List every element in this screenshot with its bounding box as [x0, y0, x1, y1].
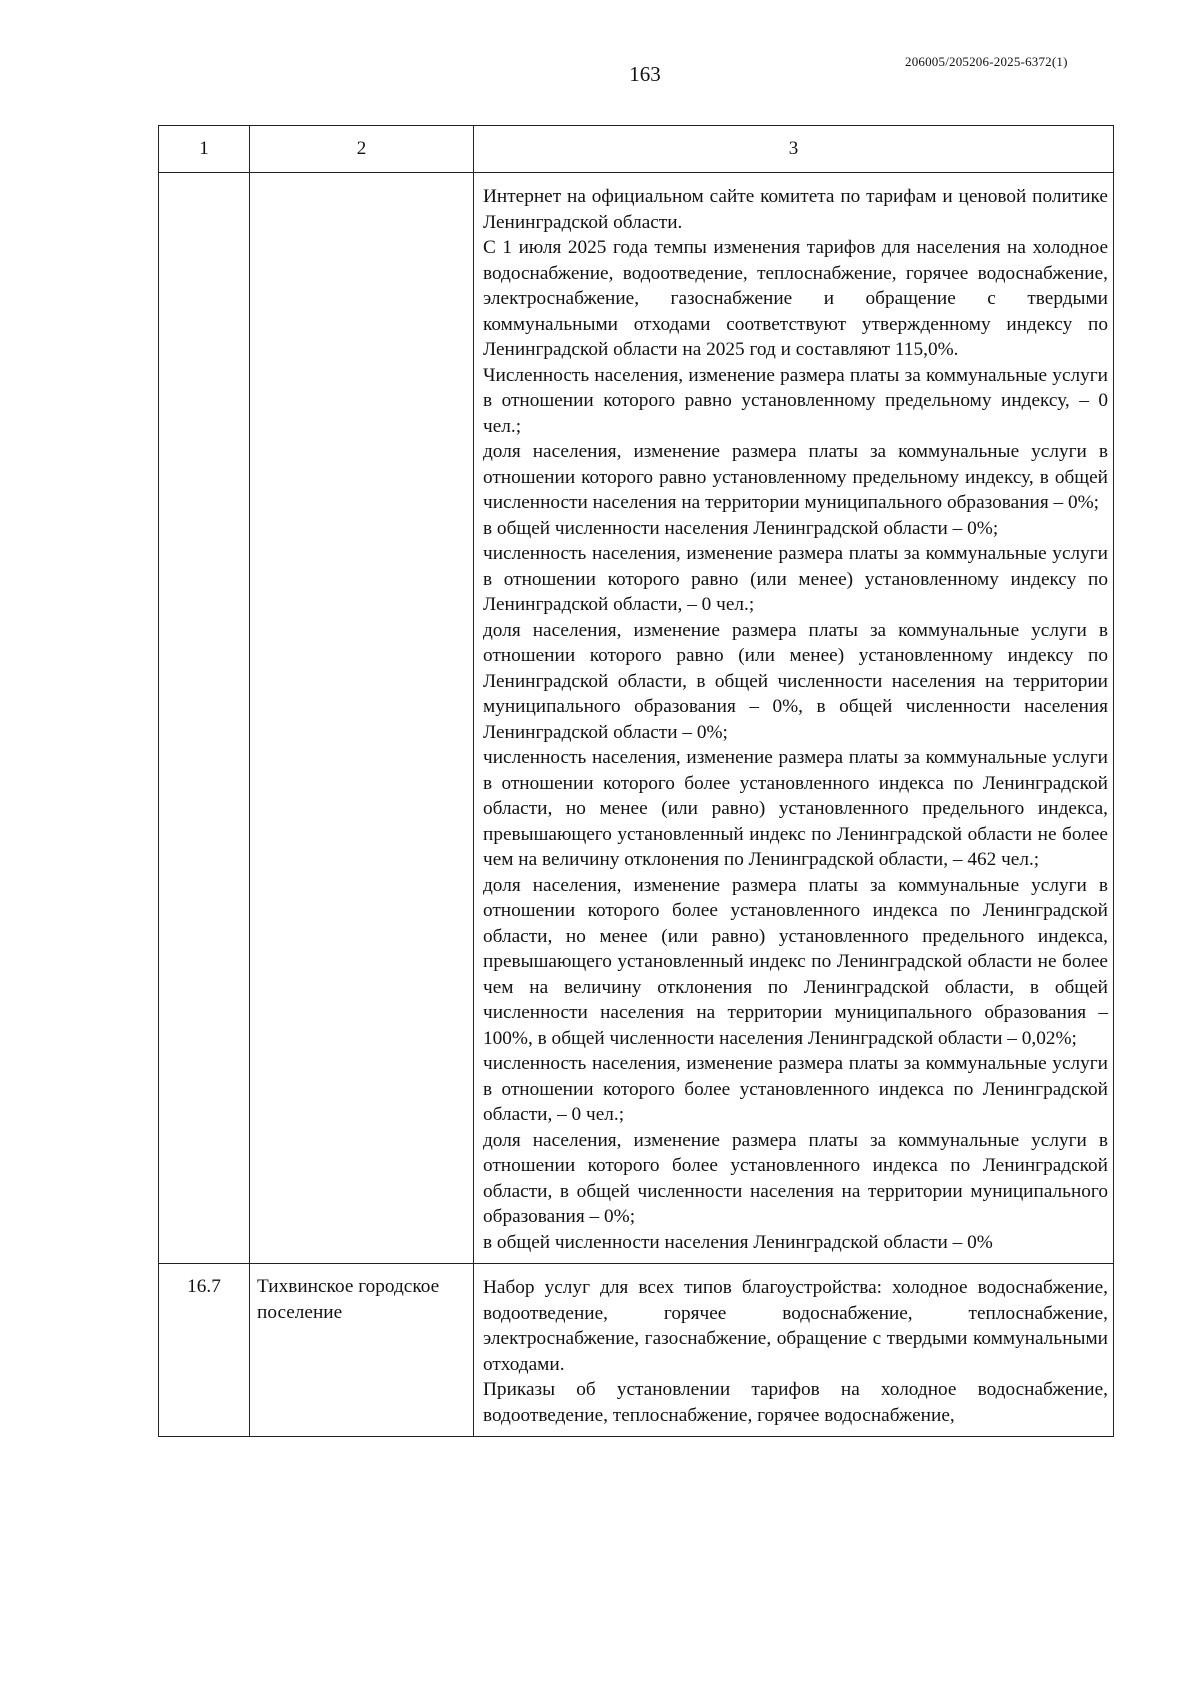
paragraph: Набор услуг для всех типов благоустройства: холодное водоснабжение, водоотведение, горячее водоснабжение, теплоснабжение, электроснабжение, газоснабжение, обращение с твердыми коммунальными отходами. [483, 1277, 1108, 1375]
page-number: 163 [629, 62, 661, 86]
paragraph: Численность населения, изменение размера платы за коммунальные услуги в отношении которого равно установленному предельному индексу, – 0 чел.; [483, 364, 1108, 437]
paragraph: численность населения, изменение размера платы за коммунальные услуги в отношении которого равно (или менее) установленному индексу по Ленинградской области, – 0 чел.; [483, 543, 1108, 615]
row-name-cell: Тихвинское городское поселение [250, 1264, 474, 1437]
row-name-cell [250, 173, 474, 1264]
document-code: 206005/205206-2025-6372(1) [905, 54, 1068, 69]
row-description-cell [474, 1264, 1114, 1437]
column-header-2: 2 [250, 126, 474, 173]
data-table [158, 125, 1114, 1437]
paragraph: численность населения, изменение размера платы за коммунальные услуги в отношении которого более установленного индекса по Ленинградской области, – 0 чел.; [483, 1053, 1108, 1125]
row-description-cell [474, 173, 1114, 1264]
paragraph: доля населения, изменение размера платы за коммунальные услуги в отношении которого равно (или менее) установленному индексу по Ленинградской области, в общей численности населения на территории муниципального образования – 0%, в общей численности населения Ленинградской области – 0%; [483, 619, 1108, 743]
table-row-continuation [159, 173, 1114, 1264]
paragraph: в общей численности населения Ленинградской области – 0% [483, 1231, 993, 1253]
table-header-row [159, 126, 1114, 173]
column-header-3: 3 [474, 126, 1114, 173]
table-row-16-7 [159, 1264, 1114, 1437]
paragraph: в общей численности населения Ленинградской области – 0%; [483, 517, 999, 539]
column-header-1: 1 [159, 126, 250, 173]
paragraph: доля населения, изменение размера платы за коммунальные услуги в отношении которого равно установленному предельному индексу, в общей численности населения на территории муниципального образования – 0%; [483, 441, 1108, 513]
row-number-cell: 16.7 [159, 1264, 250, 1437]
row-number-cell [159, 173, 250, 1264]
paragraph: Приказы об установлении тарифов на холодное водоснабжение, водоотведение, теплоснабжение, горячее водоснабжение, [483, 1379, 1108, 1426]
paragraph: доля населения, изменение размера платы за коммунальные услуги в отношении которого более установленного индекса по Ленинградской области, но менее (или равно) установленного предельного индекса, превышающего установленный индекс по Ленинградской области не более чем на величину отклонения по Ленинградской области, в общей численности населения на территории муниципального образования – 100%, в общей численности населения Ленинградской области – 0,02%; [483, 874, 1108, 1049]
paragraph: С 1 июля 2025 года темпы изменения тарифов для населения на холодное водоснабжение, водоотведение, теплоснабжение, горячее водоснабжение, электроснабжение, газоснабжение и обращение с твердыми коммунальными отходами соответствуют утвержденному индексу по Ленинградской области на 2025 год и составляют 115,0%. [483, 237, 1108, 360]
paragraph: численность населения, изменение размера платы за коммунальные услуги в отношении которого более установленного индекса по Ленинградской области, но менее (или равно) установленного предельного индекса, превышающего установленный индекс по Ленинградской области не более чем на величину отклонения по Ленинградской области, – 462 чел.; [483, 747, 1108, 870]
paragraph: Интернет на официальном сайте комитета по тарифам и ценовой политике Ленинградской области. [483, 186, 1108, 233]
paragraph: доля населения, изменение размера платы за коммунальные услуги в отношении которого более установленного индекса по Ленинградской области, в общей численности населения на территории муниципального образования – 0%; [483, 1129, 1108, 1227]
